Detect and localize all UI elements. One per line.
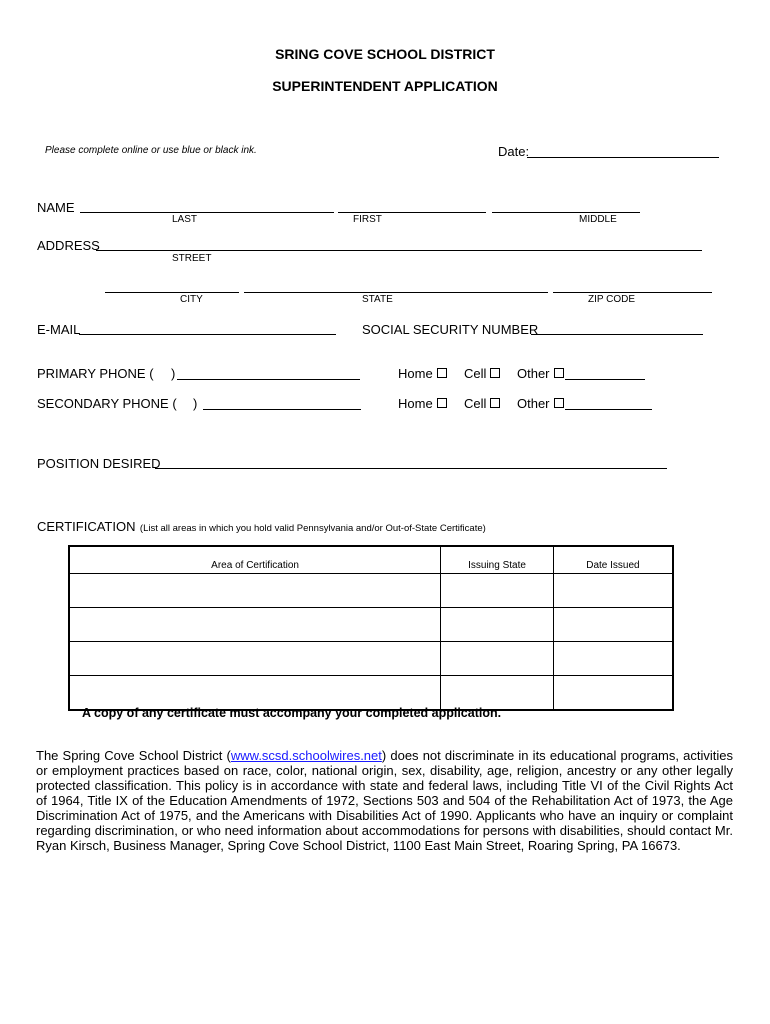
- certification-header-row: [69, 546, 673, 574]
- address-city-caption: CITY: [180, 294, 203, 305]
- primary-other-checkbox[interactable]: [554, 368, 564, 378]
- name-middle-caption: MIDDLE: [579, 214, 617, 225]
- cert-area-cell[interactable]: [69, 574, 441, 608]
- position-label: POSITION DESIRED: [37, 456, 161, 471]
- name-label: NAME: [37, 200, 75, 215]
- column-header-date: Date Issued: [553, 546, 673, 574]
- primary-cell-option[interactable]: [464, 366, 500, 381]
- address-street-field[interactable]: [96, 250, 702, 251]
- email-field[interactable]: [79, 334, 336, 335]
- secondary-home-checkbox[interactable]: [437, 398, 447, 408]
- secondary-cell-checkbox[interactable]: [490, 398, 500, 408]
- table-row: [69, 642, 673, 676]
- date-field[interactable]: [527, 157, 719, 158]
- certification-table: [68, 545, 674, 711]
- primary-home-checkbox[interactable]: [437, 368, 447, 378]
- secondary-phone-close-paren: ): [193, 396, 198, 411]
- column-header-area: Area of Certification: [69, 546, 441, 574]
- secondary-cell-label: Cell: [464, 396, 487, 411]
- ssn-label: SOCIAL SECURITY NUMBER: [362, 322, 539, 337]
- form-title: SUPERINTENDENT APPLICATION: [272, 78, 498, 94]
- address-state-field[interactable]: [244, 292, 548, 293]
- primary-phone-close-paren: ): [171, 366, 176, 381]
- name-middle-field[interactable]: [492, 212, 640, 213]
- primary-other-label: Other: [517, 366, 550, 381]
- secondary-other-field[interactable]: [565, 409, 652, 410]
- district-website-link[interactable]: www.scsd.schoolwires.net: [230, 748, 382, 763]
- address-zip-field[interactable]: [553, 292, 712, 293]
- cert-state-cell[interactable]: [441, 676, 554, 711]
- secondary-cell-option[interactable]: [464, 396, 500, 411]
- date-label: Date:: [498, 144, 530, 159]
- address-zip-caption: ZIP CODE: [588, 294, 636, 305]
- nondiscrimination-notice: [36, 748, 733, 853]
- primary-phone-label: PRIMARY PHONE (: [37, 366, 154, 381]
- district-title: SRING COVE SCHOOL DISTRICT: [275, 46, 495, 62]
- certificate-copy-notice: A copy of any certificate must accompany your completed application.: [82, 706, 502, 720]
- primary-home-label: Home: [398, 366, 433, 381]
- cert-area-cell[interactable]: [69, 608, 441, 642]
- certification-heading: [37, 518, 486, 536]
- notice-text-end: ) does not discriminate in its educational programs, activities or employment practices based on race, color, national origin, sex, disability, age, religion, ancestry or any other legally protected classification. This policy is in accordance with state and federal laws, including Title VI of the Civil Rights Act of 1964, Title IX of the Education Amendments of 1972, Sections 503 and 504 of the Rehabilitation Act of 1973, the Age Discrimination Act of 1975, and the Americans with Disabilities Act of 1990. Applicants who have an inquiry or complaint regarding discrimination, or who need information about accommodations for persons with disabilities, should contact Mr. Ryan Kirsch, Business Manager, Spring Cove School District, 1100 East Main Street, Roaring Spring, PA 16673.: [36, 748, 733, 853]
- name-last-caption: LAST: [172, 214, 198, 225]
- cert-area-cell[interactable]: [69, 642, 441, 676]
- table-row: [69, 608, 673, 642]
- secondary-other-checkbox[interactable]: [554, 398, 564, 408]
- ssn-field[interactable]: [531, 334, 703, 335]
- secondary-other-label: Other: [517, 396, 550, 411]
- certification-label: CERTIFICATION: [37, 519, 136, 534]
- cert-state-cell[interactable]: [441, 642, 554, 676]
- primary-phone-field[interactable]: [177, 379, 360, 380]
- name-first-field[interactable]: [338, 212, 486, 213]
- cert-area-cell[interactable]: [69, 676, 441, 711]
- name-first-caption: FIRST: [353, 214, 382, 225]
- secondary-phone-label: SECONDARY PHONE (: [37, 396, 177, 411]
- primary-home-option[interactable]: [398, 366, 447, 381]
- address-city-field[interactable]: [105, 292, 239, 293]
- primary-other-option[interactable]: [517, 366, 564, 381]
- secondary-home-label: Home: [398, 396, 433, 411]
- cert-date-cell[interactable]: [553, 574, 673, 608]
- certification-note: (List all areas in which you hold valid Pennsylvania and/or Out-of-State Certificate): [139, 523, 486, 534]
- cert-state-cell[interactable]: [441, 574, 554, 608]
- primary-other-field[interactable]: [565, 379, 645, 380]
- address-label: ADDRESS: [37, 238, 100, 253]
- cert-date-cell[interactable]: [553, 642, 673, 676]
- primary-cell-label: Cell: [464, 366, 487, 381]
- table-row: [69, 676, 673, 711]
- secondary-phone-field[interactable]: [203, 409, 361, 410]
- secondary-other-option[interactable]: [517, 396, 564, 411]
- address-state-caption: STATE: [362, 294, 393, 305]
- cert-date-cell[interactable]: [553, 676, 673, 711]
- name-last-field[interactable]: [80, 212, 334, 213]
- email-label: E-MAIL: [37, 322, 81, 337]
- instructions-text: Please complete online or use blue or black ink.: [45, 145, 257, 156]
- primary-cell-checkbox[interactable]: [490, 368, 500, 378]
- position-field[interactable]: [155, 468, 667, 469]
- secondary-home-option[interactable]: [398, 396, 447, 411]
- cert-state-cell[interactable]: [441, 608, 554, 642]
- cert-date-cell[interactable]: [553, 608, 673, 642]
- address-street-caption: STREET: [172, 253, 212, 264]
- notice-text-start: The Spring Cove School District (: [36, 748, 231, 763]
- table-row: [69, 574, 673, 608]
- column-header-state: Issuing State: [441, 546, 554, 574]
